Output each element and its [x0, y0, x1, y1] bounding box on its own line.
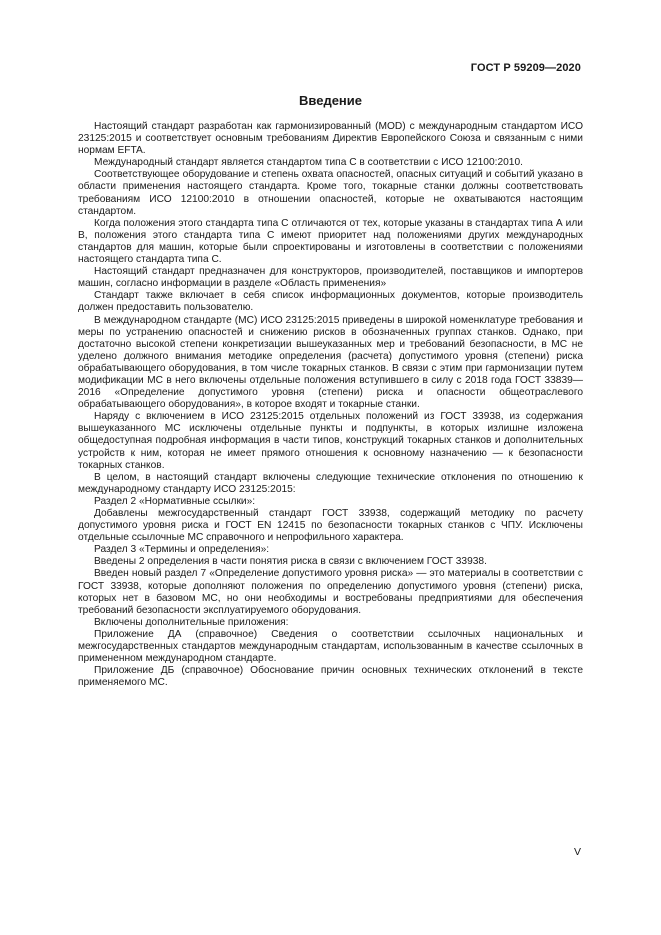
paragraph: Когда положения этого стандарта типа С отличаются от тех, которые указаны в стандартах типа А или В, положения этого стандарта типа С имеют приоритет над положениями других международных стандартов для машин, которые были спроектированы и изготовлены в соответствии с положениями настоящего стандарта типа С. — [78, 217, 583, 266]
paragraph: Включены дополнительные приложения: — [94, 616, 289, 628]
paragraph: Раздел 3 «Термины и определения»: — [94, 544, 270, 556]
paragraph: Наряду с включением в ИСО 23125:2015 отдельных положений из ГОСТ 33938, из содержания вышеуказанного МС исключены отдельные пункты и подпункты, в которых излишне изложена общедоступная подробная информация в части типов, конструкций токарных станков и дополнительных устройств к ним, которая не имеет прямого отношения к основному назначению — к безопасности токарных станков. — [78, 411, 583, 471]
paragraph: Введены 2 определения в части понятия риска в связи с включением ГОСТ 33938. — [94, 556, 487, 568]
paragraph: Раздел 2 «Нормативные ссылки»: — [94, 495, 256, 507]
paragraph: Приложение ДА (справочное) Сведения о соответствии ссылочных национальных и межгосударственных стандартов международным стандартам, использованным в качестве ссылочных в примененном международном стандарте. — [78, 628, 583, 665]
section-title: Введение — [299, 93, 362, 108]
introduction-body — [78, 121, 583, 689]
paragraph: Введен новый раздел 7 «Определение допустимого уровня риска» — это материалы в соответствии с ГОСТ 33938, которые дополняют положения по определению допустимого уровня (степени) риска, которых нет в базовом МС, но они необходимы и востребованы предприятиями для обеспечения требований безопасности эксплуатируемого оборудования. — [78, 568, 583, 616]
paragraph: Международный стандарт является стандартом типа С в соответствии с ИСО 12100:2010. — [94, 157, 523, 169]
paragraph: В целом, в настоящий стандарт включены следующие технические отклонения по отношению к международному стандарту ИСО 23125:2015: — [78, 471, 583, 495]
paragraph: Соответствующее оборудование и степень охвата опасностей, опасных ситуаций и событий указано в области применения настоящего стандарта. Кроме того, токарные станки должны соответствовать требованиям ИСО 12100:2010 в отношении опасностей, которые не охватываются настоящим стандартом. — [78, 169, 583, 217]
paragraph: В международном стандарте (МС) ИСО 23125:2015 приведены в широкой номенклатуре требования и меры по устранению опасностей и снижению рисков в обозначенных группах станков. Однако, при достаточно высокой степени конкретизации вышеуказанных мер и требований безопасности, в МС не уделено должного внимания методике определения (расчета) допустимого уровня (степени) риска обрабатывающего оборудования, в том числе токарных станков. В связи с этим при гармонизации путем модификации МС в него включены отдельные положения вступившего в силу с 2018 года ГОСТ 33839—2016 «Определение допустимого уровня (степени) риска и опасности общеотраслевого обрабатывающего оборудования», в которое входят и токарные станки. — [78, 314, 583, 411]
paragraph: Приложение ДБ (справочное) Обоснование причин основных технических отклонений в тексте применяемого МС. — [78, 665, 583, 689]
paragraph: Настоящий стандарт предназначен для конструкторов, производителей, поставщиков и импортеров машин, согласно информации в разделе «Область применения» — [78, 266, 583, 290]
paragraph: Настоящий стандарт разработан как гармонизированный (MOD) с международным стандартом ИСО 23125:2015 и соответствует основным требованиям Директив Европейского Союза и связанным с ними нормам EFTA. — [78, 121, 583, 157]
page-number: V — [573, 846, 581, 858]
paragraph: Стандарт также включает в себя список информационных документов, которые производитель должен предоставить пользователю. — [78, 290, 583, 314]
paragraph: Добавлены межгосударственный стандарт ГОСТ 33938, содержащий методику по расчету допустимого уровня риска и ГОСТ EN 12415 по безопасности токарных станков с ЧПУ. Исключены отдельные ссылочные МС справочного и непрофильного характера. — [78, 508, 583, 544]
document-code: ГОСТ Р 59209—2020 — [470, 62, 581, 74]
